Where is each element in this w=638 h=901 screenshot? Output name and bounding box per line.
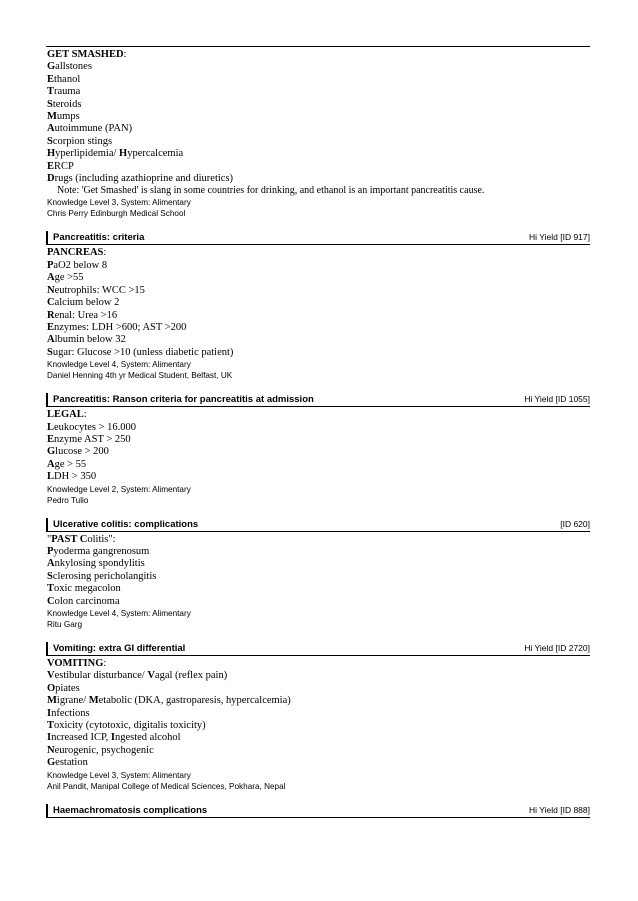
- mnemonic-heading: [47, 49, 590, 61]
- knowledge-level: Knowledge Level 4, System: Alimentary: [47, 360, 191, 370]
- entry-body: [46, 658, 590, 792]
- mnemonic-line: [47, 99, 590, 111]
- entry-header: [46, 518, 590, 532]
- mnemonic-letter: L: [47, 421, 55, 433]
- mnemonic-letter: S: [47, 98, 53, 110]
- mnemonic-text: lbumin below 32: [54, 334, 126, 346]
- mnemonic-letter: E: [47, 433, 55, 445]
- mnemonic-text: nzymes: LDH >600; AST >200: [54, 321, 187, 333]
- mnemonic-line: [47, 471, 590, 483]
- mnemonic-letter: H: [47, 148, 56, 160]
- entry-id-tag: Hi Yield [ID 917]: [529, 232, 590, 243]
- mnemonic-letter: I: [110, 732, 115, 744]
- mnemonic-text: ge >55: [54, 272, 84, 284]
- mnemonic-text: rauma: [54, 86, 81, 98]
- mnemonic-line: [47, 297, 590, 309]
- mnemonic-letter: E: [47, 73, 55, 85]
- mnemonic-line: [47, 272, 590, 284]
- mnemonic-text: clerosing pericholangitis: [52, 570, 157, 582]
- mnemonic-line: [47, 708, 590, 720]
- knowledge-level: Knowledge Level 4, System: Alimentary: [47, 609, 191, 618]
- entry-id-tag: Hi Yield [ID 2720]: [524, 643, 590, 653]
- mnemonic-entry: [46, 393, 590, 517]
- mnemonic-text: oxicity (cytotoxic, digitalis toxicity): [54, 720, 206, 732]
- mnemonic-text: eutrophils: WCC >15: [54, 284, 145, 296]
- mnemonic-line: [47, 86, 590, 98]
- entry-header: [46, 231, 590, 245]
- mnemonic-line: [47, 571, 590, 583]
- mnemonic-text: estation: [55, 757, 88, 769]
- entry-body: [46, 247, 590, 381]
- mnemonic-text: lucose > 200: [55, 446, 109, 458]
- mnemonic-line: [47, 757, 590, 769]
- mnemonic-letter: M: [47, 695, 57, 707]
- entry-header: [46, 804, 590, 818]
- mnemonic-text: oxic megacolon: [54, 583, 121, 595]
- entry-spacer: [46, 792, 590, 804]
- mnemonic-heading-rest: :: [103, 247, 107, 259]
- author-credit: Anil Pandit, Manipal College of Medical Sciences, Pokhara, Nepal: [47, 781, 286, 791]
- mnemonic-letter: A: [47, 558, 55, 570]
- mnemonic-letter: S: [47, 135, 53, 147]
- entry-id-tag: [ID 620]: [560, 518, 590, 529]
- mnemonic-entry: [46, 642, 590, 804]
- mnemonic-line: [47, 161, 590, 173]
- mnemonic-letter: S: [47, 570, 53, 582]
- mnemonic-entry: [46, 518, 590, 642]
- mnemonic-letter: G: [47, 757, 56, 769]
- mnemonic-letter: H: [119, 148, 128, 160]
- mnemonic-letter: A: [47, 334, 55, 346]
- mnemonic-letter: M: [88, 695, 99, 707]
- mnemonic-text: DH > 350: [54, 471, 97, 483]
- mnemonic-text: ypercalcemia: [127, 148, 184, 160]
- mnemonic-line: [47, 596, 590, 608]
- mnemonic-heading-pre: ": [47, 533, 52, 545]
- mnemonic-line: [47, 123, 590, 135]
- mnemonic-text: etabolic (DKA, gastroparesis, hypercalcemia): [98, 695, 291, 707]
- mnemonic-heading: [47, 534, 590, 546]
- mnemonic-line: [47, 670, 590, 682]
- entry-id-tag: Hi Yield [ID 888]: [529, 804, 590, 815]
- mnemonic-heading-rest: :: [103, 658, 107, 669]
- mnemonic-word: GET SMASHED: [47, 49, 124, 60]
- mnemonic-text: RCP: [54, 160, 74, 172]
- mnemonic-letter: E: [47, 160, 55, 172]
- entry-title: Haemachromatosis complications: [53, 804, 208, 816]
- mnemonic-letter: A: [47, 458, 55, 470]
- mnemonic-letter: L: [47, 471, 55, 483]
- mnemonic-letter: T: [47, 86, 55, 98]
- mnemonic-text: alcium below 2: [54, 297, 120, 309]
- mnemonic-text: utoimmune (PAN): [54, 123, 133, 135]
- author-credit: Ritu Garg: [47, 620, 83, 629]
- mnemonic-word: PANCREAS: [47, 247, 104, 259]
- mnemonic-text: agal (reflex pain): [154, 670, 228, 682]
- mnemonic-line: [47, 583, 590, 595]
- mnemonic-text: piates: [55, 682, 80, 694]
- mnemonic-text: ge > 55: [54, 458, 87, 470]
- mnemonic-text: eukocytes > 16.000: [54, 421, 137, 433]
- entry-spacer: [46, 506, 590, 518]
- entry-spacer: [46, 219, 590, 231]
- knowledge-level: Knowledge Level 2, System: Alimentary: [47, 484, 191, 494]
- mnemonic-letter: C: [47, 595, 55, 607]
- mnemonic-letter: R: [47, 309, 55, 321]
- mnemonic-heading-rest: :: [123, 49, 127, 60]
- mnemonic-line: [47, 720, 590, 732]
- mnemonic-line: [47, 111, 590, 123]
- mnemonic-letter: N: [47, 744, 55, 756]
- mnemonic-line: [47, 347, 590, 359]
- entry-title: Pancreatitis: Ranson criteria for pancreatitis at admission: [53, 394, 314, 406]
- mnemonic-letter: T: [47, 720, 55, 732]
- mnemonic-text: olon carcinoma: [54, 595, 120, 607]
- mnemonic-line: [47, 422, 590, 434]
- mnemonic-text: eurogenic, psychogenic: [54, 744, 154, 756]
- mnemonic-line: [47, 558, 590, 570]
- mnemonic-text: nzyme AST > 250: [54, 433, 131, 445]
- mnemonic-letter: P: [47, 259, 54, 271]
- mnemonic-letter: G: [47, 446, 56, 458]
- mnemonic-letter: C: [47, 297, 55, 309]
- knowledge-level: Knowledge Level 3, System: Alimentary: [47, 198, 191, 208]
- entry-header: [46, 642, 590, 656]
- mnemonic-text: enal: Urea >16: [54, 309, 118, 321]
- mnemonic-text: nfections: [51, 707, 90, 719]
- mnemonic-letter: I: [47, 707, 52, 719]
- mnemonic-letter: A: [47, 123, 55, 135]
- mnemonic-text: yperlipidemia/: [55, 148, 120, 160]
- mnemonic-heading: [47, 658, 590, 670]
- mnemonic-line: [47, 745, 590, 757]
- entry-spacer: [46, 630, 590, 642]
- mnemonic-letter: I: [47, 732, 52, 744]
- entry-body: [46, 534, 590, 630]
- mnemonic-letter: V: [147, 670, 155, 682]
- mnemonic-letter: V: [47, 670, 55, 682]
- mnemonic-line: [47, 459, 590, 471]
- mnemonic-letter: A: [47, 272, 55, 284]
- mnemonic-letter: D: [47, 173, 55, 185]
- mnemonic-line: [47, 173, 590, 185]
- mnemonic-text: igrane/: [56, 695, 89, 707]
- mnemonic-line: [47, 136, 590, 148]
- mnemonic-line: [47, 61, 590, 73]
- mnemonic-text: nkylosing spondylitis: [54, 558, 145, 570]
- entry-title: Ulcerative colitis: complications: [53, 518, 199, 530]
- entry-id-tag: Hi Yield [ID 1055]: [524, 394, 590, 405]
- mnemonic-letter: M: [47, 111, 57, 123]
- mnemonic-line: [47, 732, 590, 744]
- mnemonic-line: [47, 546, 590, 558]
- knowledge-level: Knowledge Level 3, System: Alimentary: [47, 770, 191, 780]
- mnemonic-text: aO2 below 8: [53, 259, 108, 271]
- entry-spacer: [46, 381, 590, 393]
- mnemonic-text: ugar: Glucose >10 (unless diabetic patient): [52, 346, 234, 358]
- mnemonic-entry: [46, 47, 590, 231]
- entry-title: Pancreatitis: criteria: [53, 232, 145, 244]
- author-credit: Chris Perry Edinburgh Medical School: [47, 209, 186, 219]
- mnemonic-text: thanol: [54, 73, 81, 85]
- mnemonic-text: umps: [56, 111, 80, 123]
- mnemonic-text: ngested alcohol: [114, 732, 181, 744]
- mnemonic-text: allstones: [55, 61, 92, 73]
- mnemonic-line: [47, 334, 590, 346]
- entry-body: [46, 409, 590, 505]
- mnemonic-text: teroids: [52, 98, 82, 110]
- mnemonic-heading-rest: olitis":: [87, 533, 116, 545]
- mnemonic-line: [47, 446, 590, 458]
- entry-title: Vomiting: extra GI differential: [53, 643, 186, 654]
- entry-header: [46, 393, 590, 407]
- mnemonic-text: yoderma gangrenosum: [53, 545, 150, 557]
- mnemonic-letter: O: [47, 682, 56, 694]
- mnemonic-heading-rest: :: [83, 409, 87, 421]
- mnemonic-letter: G: [47, 61, 56, 73]
- mnemonic-heading: [47, 247, 590, 259]
- mnemonic-line: [47, 74, 590, 86]
- mnemonic-line: [47, 434, 590, 446]
- document-page: [46, 46, 590, 820]
- mnemonic-letter: N: [47, 284, 55, 296]
- mnemonic-text: estibular disturbance/: [54, 670, 148, 682]
- mnemonic-letter: S: [47, 346, 53, 358]
- mnemonic-line: [47, 310, 590, 322]
- mnemonic-text: ncreased ICP,: [51, 732, 111, 744]
- mnemonic-letter: E: [47, 321, 55, 333]
- mnemonic-text: rugs (including azathioprine and diuretics): [54, 173, 234, 185]
- mnemonic-entry: [46, 231, 590, 393]
- author-credit: Pedro Tulio: [47, 495, 89, 505]
- mnemonic-line: [47, 695, 590, 707]
- mnemonic-heading: [47, 409, 590, 421]
- mnemonic-word: LEGAL: [47, 409, 84, 421]
- author-credit: Daniel Henning 4th yr Medical Student, Belfast, UK: [47, 371, 233, 381]
- mnemonic-word: VOMITING: [47, 658, 104, 669]
- entry-note: Note: 'Get Smashed' is slang in some countries for drinking, and ethanol is an important pancreatitis cause.: [57, 185, 485, 197]
- mnemonic-line: [47, 683, 590, 695]
- mnemonic-line: [47, 285, 590, 297]
- mnemonic-word: PAST C: [51, 533, 88, 545]
- mnemonic-entry: [46, 804, 590, 818]
- entry-body: [46, 47, 590, 219]
- entries-list: [46, 47, 590, 818]
- mnemonic-letter: T: [47, 583, 55, 595]
- mnemonic-letter: P: [47, 545, 54, 557]
- mnemonic-line: [47, 322, 590, 334]
- mnemonic-line: [47, 260, 590, 272]
- mnemonic-text: corpion stings: [52, 135, 113, 147]
- mnemonic-line: [47, 148, 590, 160]
